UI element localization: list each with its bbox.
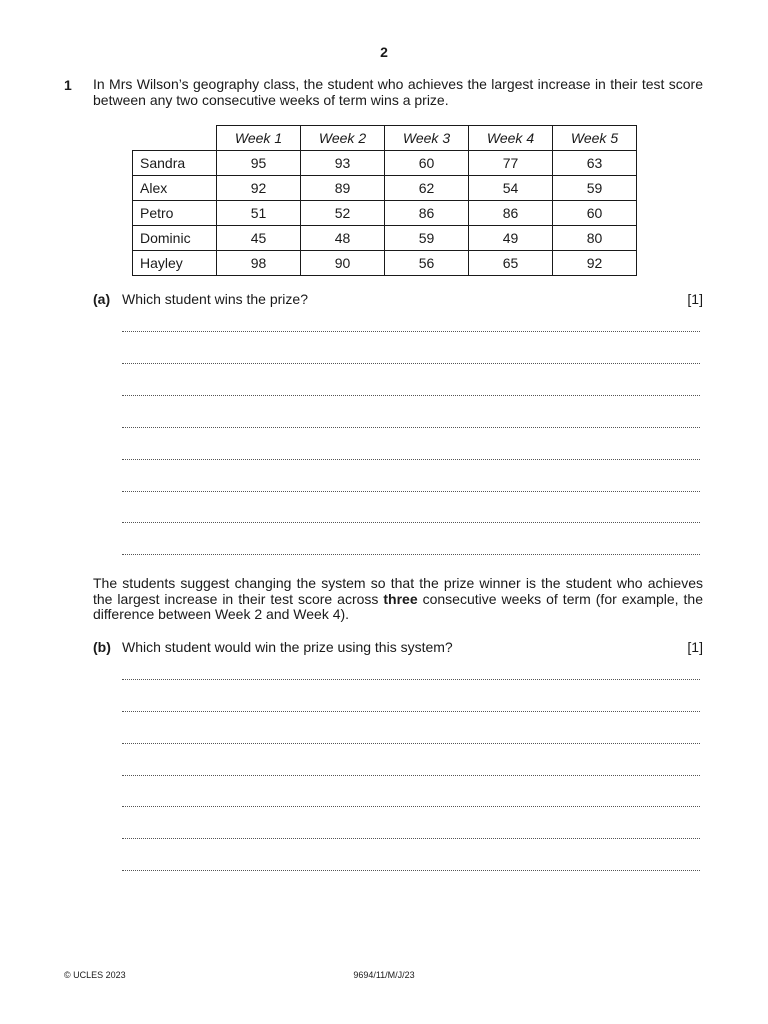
- score-cell: 63: [553, 151, 637, 176]
- score-cell: 54: [469, 176, 553, 201]
- student-name: Sandra: [133, 151, 217, 176]
- score-cell: 48: [301, 226, 385, 251]
- score-cell: 93: [301, 151, 385, 176]
- part-a-question: Which student wins the prize?: [122, 291, 308, 307]
- table-row: [133, 251, 637, 276]
- score-cell: 90: [301, 251, 385, 276]
- answer-line-b[interactable]: [122, 806, 700, 807]
- score-cell: 77: [469, 151, 553, 176]
- paragraph-emphasis: three: [383, 590, 418, 607]
- score-cell: 98: [217, 251, 301, 276]
- part-b-label: (b): [93, 639, 111, 655]
- answer-line-a[interactable]: [122, 363, 700, 364]
- part-b-marks: [1]: [687, 639, 703, 655]
- score-cell: 59: [553, 176, 637, 201]
- page-number: 2: [380, 44, 388, 60]
- column-header: Week 3: [385, 126, 469, 151]
- score-cell: 65: [469, 251, 553, 276]
- question-intro: In Mrs Wilson’s geography class, the student who achieves the largest increase in their test score between any two consecutive weeks of term wins a prize.: [93, 76, 703, 108]
- table-row: [133, 151, 637, 176]
- score-cell: 56: [385, 251, 469, 276]
- score-cell: 62: [385, 176, 469, 201]
- paragraph-text: consecutive weeks of term (for example, the difference between Week 2 and Week 4).: [93, 590, 703, 622]
- question-number: 1: [64, 77, 72, 93]
- student-name: Hayley: [133, 251, 217, 276]
- score-cell: 52: [301, 201, 385, 226]
- answer-line-b[interactable]: [122, 743, 700, 744]
- paper-code: 9694/11/M/J/23: [353, 970, 415, 980]
- answer-line-a[interactable]: [122, 459, 700, 460]
- answer-line-b[interactable]: [122, 711, 700, 712]
- table-corner-cell: [133, 126, 217, 151]
- table-row: [133, 176, 637, 201]
- paragraph-text: The students suggest changing the system so that the prize winner is the student who achieves the largest increase in their test score across: [93, 575, 703, 607]
- score-cell: 89: [301, 176, 385, 201]
- score-cell: 45: [217, 226, 301, 251]
- student-name: Dominic: [133, 226, 217, 251]
- answer-line-a[interactable]: [122, 395, 700, 396]
- answer-line-a[interactable]: [122, 331, 700, 332]
- score-cell: 60: [385, 151, 469, 176]
- column-header: Week 2: [301, 126, 385, 151]
- score-cell: 59: [385, 226, 469, 251]
- answer-line-a[interactable]: [122, 491, 700, 492]
- table-header-row: [133, 126, 637, 151]
- student-name: Alex: [133, 176, 217, 201]
- part-a-marks: [1]: [687, 291, 703, 307]
- table-row: [133, 226, 637, 251]
- answer-line-b[interactable]: [122, 838, 700, 839]
- column-header: Week 5: [553, 126, 637, 151]
- score-cell: 86: [385, 201, 469, 226]
- answer-line-b[interactable]: [122, 870, 700, 871]
- column-header: Week 4: [469, 126, 553, 151]
- part-a-label: (a): [93, 291, 111, 307]
- scores-table: [132, 125, 637, 276]
- score-cell: 86: [469, 201, 553, 226]
- score-cell: 92: [553, 251, 637, 276]
- copyright-notice: © UCLES 2023: [64, 970, 126, 980]
- score-cell: 80: [553, 226, 637, 251]
- answer-line-b[interactable]: [122, 679, 700, 680]
- score-cell: 51: [217, 201, 301, 226]
- table-row: [133, 201, 637, 226]
- system-change-paragraph: [93, 576, 703, 623]
- student-name: Petro: [133, 201, 217, 226]
- score-cell: 95: [217, 151, 301, 176]
- score-cell: 60: [553, 201, 637, 226]
- answer-line-b[interactable]: [122, 775, 700, 776]
- answer-line-a[interactable]: [122, 522, 700, 523]
- part-b-question: Which student would win the prize using this system?: [122, 639, 453, 655]
- score-cell: 49: [469, 226, 553, 251]
- answer-line-a[interactable]: [122, 554, 700, 555]
- score-cell: 92: [217, 176, 301, 201]
- column-header: Week 1: [217, 126, 301, 151]
- answer-line-a[interactable]: [122, 427, 700, 428]
